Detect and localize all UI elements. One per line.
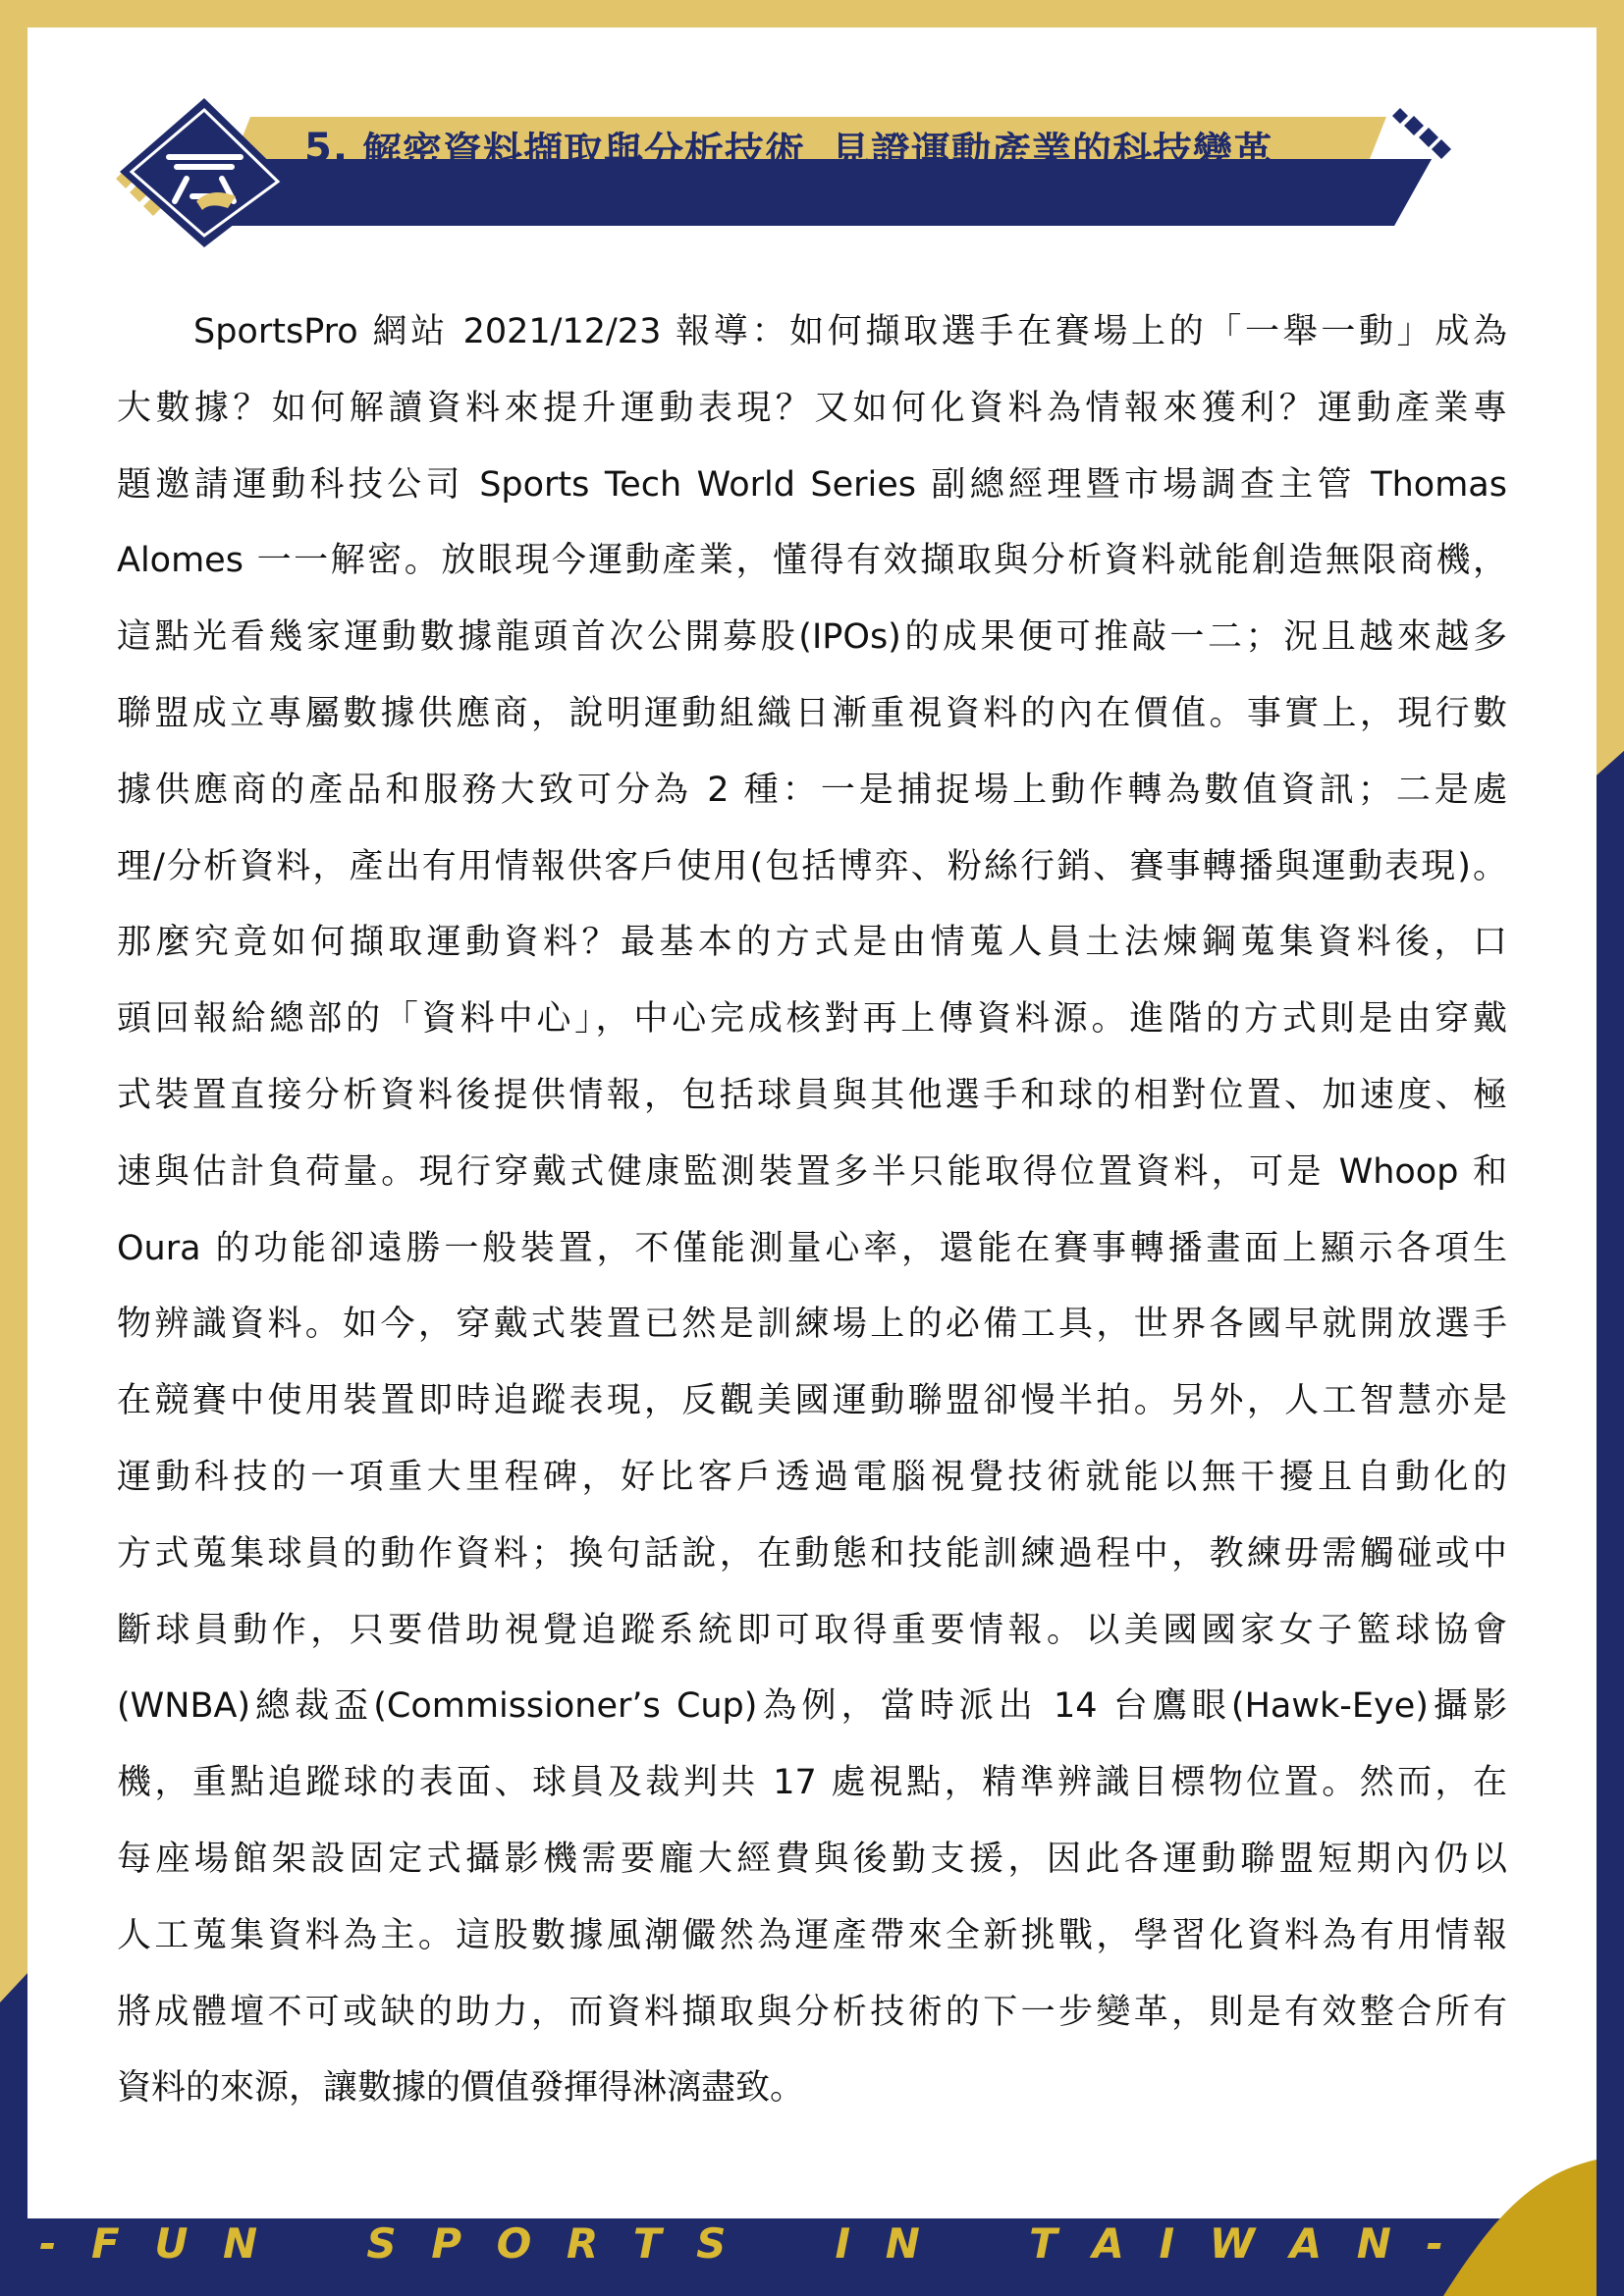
footer-slogan — [39, 2209, 1443, 2277]
body-line: 大數據？如何解讀資料來提升運動表現？又如何化資料為情報來獲利？運動產業專 — [117, 388, 1507, 428]
body-line: 式裝置直接分析資料後提供情報，包括球員與其他選手和球的相對位置、加速度、極 — [117, 1075, 1507, 1115]
footer-char: N — [1356, 2218, 1391, 2268]
footer-char: S — [366, 2218, 397, 2268]
footer-char: R — [566, 2218, 599, 2268]
body-line: 方式蒐集球員的動作資料；換句話說，在動態和技能訓練過程中，教練毋需觸碰或中 — [117, 1533, 1507, 1574]
footer-char: - — [1426, 2218, 1443, 2268]
footer-char: N — [223, 2218, 258, 2268]
footer-char: S — [696, 2218, 727, 2268]
body-line: 題邀請運動科技公司 Sports Tech World Series 副總經理暨市場調查主管 Thomas — [117, 464, 1507, 505]
title-part-2: 見證運動產業的科技變革 — [831, 129, 1274, 175]
body-line: 理/分析資料，產出有用情報供客戶使用(包括博弈、粉絲行銷、賽事轉播與運動表現)。 — [117, 846, 1507, 886]
title-part-1: 解密資料擷取與分析技術 — [362, 129, 806, 175]
body-line: 機，重點追蹤球的表面、球員及裁判共 17 處視點，精準辨識目標物位置。然而，在 — [117, 1763, 1507, 1803]
navy-right-band-inner — [1597, 751, 1624, 2296]
footer-char: I — [835, 2218, 851, 2268]
footer-char: A — [1092, 2218, 1124, 2268]
body-line: Oura 的功能卻遠勝一般裝置，不僅能測量心率，還能在賽事轉播畫面上顯示各項生 — [117, 1228, 1507, 1268]
body-line: Alomes 一一解密。放眼現今運動產業，懂得有效擷取與分析資料就能創造無限商機， — [117, 541, 1507, 581]
footer-char: I — [1159, 2218, 1175, 2268]
body-line: 運動科技的一項重大里程碑，好比客戶透過電腦視覺技術就能以無干擾且自動化的 — [117, 1457, 1507, 1497]
footer-char: F — [91, 2218, 120, 2268]
article-body — [117, 294, 1507, 2127]
footer-char: N — [885, 2218, 920, 2268]
footer-char: T — [632, 2218, 662, 2268]
body-line: 每座場館架設固定式攝影機需要龐大經費與後勤支援，因此各運動聯盟短期內仍以 — [117, 1839, 1507, 1879]
body-line: 據供應商的產品和服務大致可分為 2 種：一是捕捉場上動作轉為數值資訊；二是處 — [117, 770, 1507, 810]
footer-char: - — [39, 2218, 57, 2268]
footer-char: O — [496, 2218, 532, 2268]
body-line: 將成體壇不可或缺的助力，而資料擷取與分析技術的下一步變革，則是有效整合所有 — [117, 1992, 1507, 2032]
body-line: 斷球員動作，只要借助視覺追蹤系統即可取得重要情報。以美國國家女子籃球協會 — [117, 1610, 1507, 1650]
body-line: 頭回報給總部的「資料中心」，中心完成核對再上傳資料源。進階的方式則是由穿戴 — [117, 999, 1507, 1040]
footer-char: P — [431, 2218, 462, 2268]
body-line: 速與估計負荷量。現行穿戴式健康監測裝置多半只能取得位置資料，可是 Whoop 和 — [117, 1151, 1507, 1192]
section-number: 5. — [304, 126, 350, 171]
body-line: 在競賽中使用裝置即時追蹤表現，反觀美國運動聯盟卻慢半拍。另外，人工智慧亦是 — [117, 1381, 1507, 1421]
footer-char: W — [1209, 2218, 1256, 2268]
body-line: SportsPro 網站 2021/12/23 報導：如何擷取選手在賽場上的「一舉一動」成為 — [193, 312, 1507, 351]
footer-char: T — [1029, 2218, 1057, 2268]
body-line: (WNBA)總裁盃(Commissioner’s Cup)為例，當時派出 14 台鷹眼(Hawk-Eye)攝影 — [117, 1686, 1507, 1727]
footer-char: A — [1289, 2218, 1323, 2268]
body-line: 聯盟成立專屬數據供應商，說明運動組織日漸重視資料的內在價值。事實上，現行數 — [117, 693, 1507, 733]
body-line: 那麼究竟如何擷取運動資料？最基本的方式是由情蒐人員土法煉鋼蒐集資料後，口 — [117, 923, 1507, 963]
body-line: 這點光看幾家運動數據龍頭首次公開募股(IPOs)的成果便可推敲一二；況且越來越多 — [117, 617, 1507, 658]
body-line: 資料的來源，讓數據的價值發揮得淋漓盡致。 — [117, 2068, 805, 2109]
page-title — [304, 116, 1384, 181]
body-line: 物辨識資料。如今，穿戴式裝置已然是訓練場上的必備工具，世界各國早就開放選手 — [117, 1305, 1507, 1345]
body-line: 人工蒐集資料為主。這股數據風潮儼然為運產帶來全新挑戰，學習化資料為有用情報 — [117, 1915, 1507, 1955]
footer-char: U — [154, 2218, 189, 2268]
